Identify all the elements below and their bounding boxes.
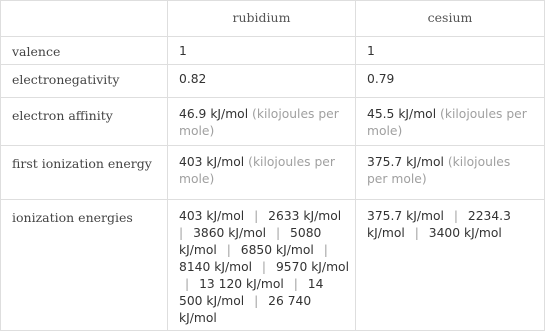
list-separator: | bbox=[250, 294, 263, 308]
row-divider bbox=[1, 97, 544, 98]
cell-ionization-energies-cesium bbox=[367, 208, 537, 242]
ionization-energy-value: 403 kJ/mol bbox=[179, 209, 245, 223]
row-label-ionization-energies: ionization energies bbox=[12, 210, 133, 225]
unit: kJ/mol bbox=[398, 107, 437, 121]
list-separator: | bbox=[222, 243, 235, 257]
unit: kJ/mol bbox=[406, 155, 444, 169]
ionization-energy-value: 26 740 kJ/mol bbox=[179, 294, 312, 325]
cell-first-ionization-energy-cesium bbox=[367, 154, 527, 188]
row-label-electron-affinity: electron affinity bbox=[12, 108, 113, 123]
value: 375.7 bbox=[367, 155, 403, 169]
ionization-energy-value: 3400 kJ/mol bbox=[428, 226, 502, 240]
list-separator: | bbox=[289, 277, 302, 291]
row-divider bbox=[1, 145, 544, 146]
list-separator: | bbox=[179, 226, 188, 240]
list-separator: | bbox=[319, 243, 328, 257]
cell-ionization-energies-rubidium bbox=[179, 208, 349, 327]
ionization-energy-value: 2633 kJ/mol bbox=[268, 209, 342, 223]
unit: kJ/mol bbox=[206, 155, 245, 169]
list-separator: | bbox=[410, 226, 423, 240]
cell-valence-cesium: 1 bbox=[367, 44, 375, 58]
column-header-rubidium: rubidium bbox=[232, 10, 291, 25]
cell-valence-rubidium: 1 bbox=[179, 44, 187, 58]
row-divider bbox=[1, 199, 544, 200]
ionization-energy-value: 13 120 kJ/mol bbox=[199, 277, 284, 291]
row-label-valence: valence bbox=[12, 44, 61, 59]
cell-electron-affinity-cesium bbox=[367, 106, 527, 140]
ionization-energy-value: 6850 kJ/mol bbox=[240, 243, 314, 257]
ionization-energy-value: 2234.3 kJ/mol bbox=[367, 209, 511, 240]
row-divider bbox=[1, 36, 544, 37]
list-separator: | bbox=[185, 277, 194, 291]
cell-electron-affinity-rubidium bbox=[179, 106, 339, 140]
column-divider bbox=[355, 1, 356, 330]
value: 403 bbox=[179, 155, 203, 169]
list-separator: | bbox=[449, 209, 462, 223]
list-separator: | bbox=[272, 226, 285, 240]
cell-electronegativity-cesium: 0.79 bbox=[367, 72, 395, 86]
ionization-energy-value: 3860 kJ/mol bbox=[193, 226, 267, 240]
column-header-cesium: cesium bbox=[427, 10, 473, 25]
cell-electronegativity-rubidium: 0.82 bbox=[179, 72, 207, 86]
list-separator: | bbox=[250, 209, 263, 223]
ionization-energy-value: 375.7 kJ/mol bbox=[367, 209, 444, 223]
row-label-electronegativity: electronegativity bbox=[12, 72, 120, 87]
unit-description: (kilojoules per mole) bbox=[367, 155, 511, 186]
ionization-energy-value: 14 500 kJ/mol bbox=[179, 277, 324, 308]
cell-first-ionization-energy-rubidium bbox=[179, 154, 349, 188]
list-separator: | bbox=[258, 260, 270, 274]
unit-description: (kilojoules per mole) bbox=[367, 107, 527, 138]
value: 46.9 bbox=[179, 107, 207, 121]
unit-description: (kilojoules per mole) bbox=[179, 107, 339, 138]
row-label-first-ionization-energy: first ionization energy bbox=[12, 156, 152, 171]
unit-description: (kilojoules per mole) bbox=[179, 155, 335, 186]
ionization-energy-value: 9570 kJ/mol bbox=[275, 260, 349, 274]
column-divider bbox=[167, 1, 168, 330]
unit: kJ/mol bbox=[210, 107, 249, 121]
row-divider bbox=[1, 64, 544, 65]
ionization-energy-value: 8140 kJ/mol bbox=[179, 260, 253, 274]
value: 45.5 bbox=[367, 107, 395, 121]
ionization-energy-value: 5080 kJ/mol bbox=[179, 226, 322, 257]
